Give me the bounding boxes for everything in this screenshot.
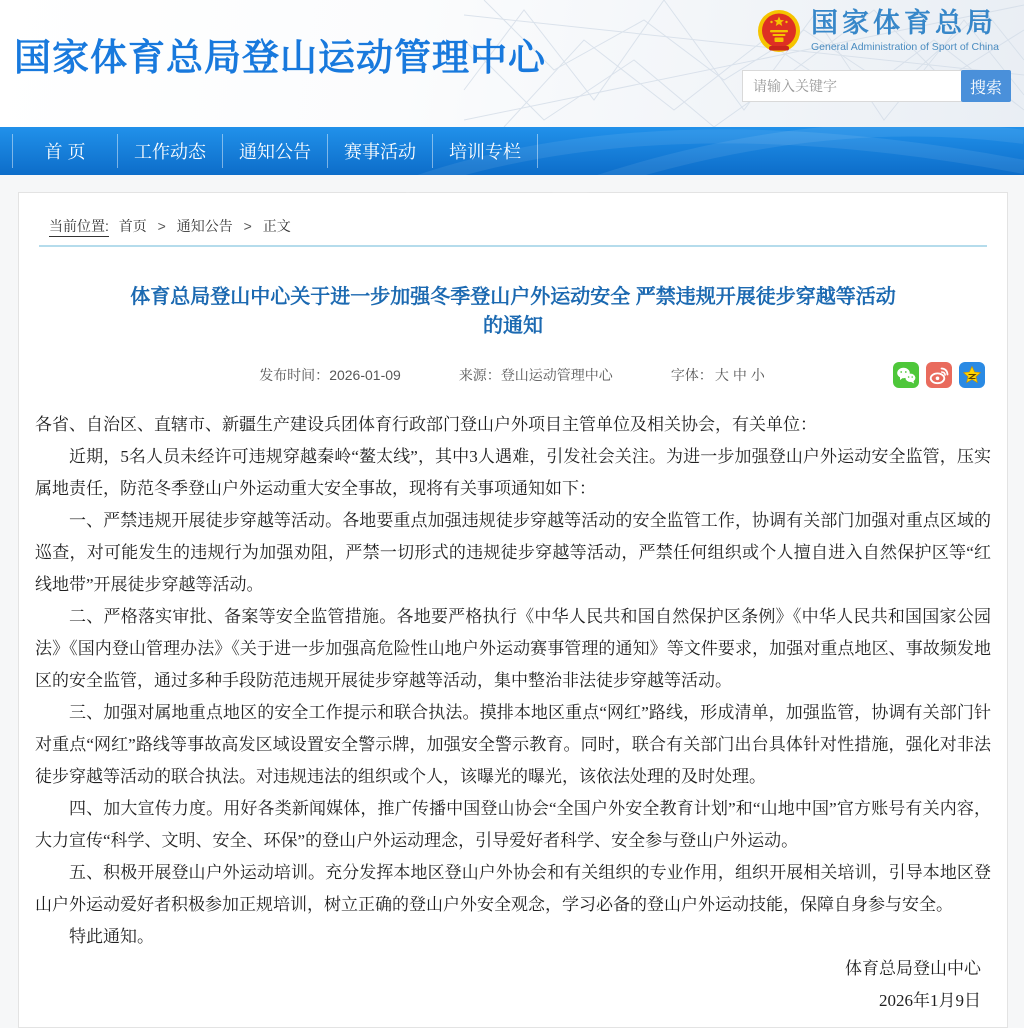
- article: [19, 283, 1007, 1027]
- breadcrumb-label: 当前位置:: [49, 218, 109, 237]
- article-signoff: [35, 953, 991, 1017]
- breadcrumb: [19, 193, 1007, 245]
- logo-text: [811, 9, 999, 53]
- nav-separator: [537, 134, 538, 168]
- paragraph: 四、加大宣传力度。用好各类新闻媒体，推广传播中国登山协会“全国户外安全教育计划”和“山地中国”官方账号有关内容，大力宣传“科学、文明、安全、环保”的登山户外运动理念，引导爱好者科学、安全参与登山户外运动。: [35, 799, 991, 850]
- font-size-large-button[interactable]: 大: [714, 367, 729, 383]
- article-source: [459, 365, 613, 385]
- logo-title-en: General Administration of Sport of China: [811, 40, 999, 53]
- paragraph: 三、加强对属地重点地区的安全工作提示和联合执法。摸排本地区重点“网红”路线，形成清单，加强监管，协调有关部门针对重点“网红”路线等事故高发区域设置安全警示牌，加强安全警示教育。同时，联合有关部门出台具体针对性措施，强化对非法徒步穿越等活动的联合执法。对违规违法的组织或个人，该曝光的曝光，该依法处理的及时处理。: [35, 703, 991, 786]
- font-size-label: 字体：: [670, 367, 713, 383]
- paragraph: 近期，5名人员未经许可违规穿越秦岭“鳌太线”，其中3人遇难，引发社会关注。为进一步加强登山户外运动安全监管，压实属地责任，防范冬季登山户外运动重大安全事故，现将有关事项通知如下：: [35, 447, 991, 498]
- source-value: 登山运动管理中心: [500, 367, 613, 383]
- nav-item-work-news[interactable]: 工作动态: [134, 142, 206, 162]
- site-header: [0, 0, 1024, 127]
- signoff-date: 2026年1月9日: [879, 991, 981, 1010]
- article-meta: [35, 361, 991, 389]
- source-label: 来源：: [458, 367, 501, 383]
- search-button[interactable]: 搜索: [961, 70, 1011, 102]
- publish-time: [259, 365, 401, 385]
- qzone-favorite-share-icon[interactable]: [959, 362, 985, 388]
- publish-time-value: 2026-01-09: [329, 367, 401, 383]
- site-title: 国家体育总局登山运动管理中心: [14, 37, 546, 78]
- nav-item-training[interactable]: 培训专栏: [449, 142, 521, 162]
- breadcrumb-notices-link[interactable]: 通知公告: [176, 218, 233, 234]
- weibo-share-icon[interactable]: [926, 362, 952, 388]
- content-panel: [18, 192, 1008, 1028]
- paragraph: 特此通知。: [69, 927, 154, 946]
- font-size-switcher: [671, 365, 767, 385]
- search-bar: [742, 70, 1011, 102]
- sport-administration-logo: [756, 8, 999, 54]
- nav-item-home[interactable]: 首 页: [44, 142, 86, 162]
- wechat-share-icon[interactable]: [893, 362, 919, 388]
- breadcrumb-separator: >: [243, 218, 252, 234]
- nav-item-notices[interactable]: 通知公告: [239, 142, 311, 162]
- paragraph: 一、严禁违规开展徒步穿越等活动。各地要重点加强违规徒步穿越等活动的安全监管工作，协调有关部门加强对重点区域的巡查，对可能发生的违规行为加强劝阻，严禁一切形式的违规徒步穿越等活动，严禁任何组织或个人擅自进入自然保护区等“红线地带”开展徒步穿越等活动。: [35, 511, 991, 594]
- breadcrumb-separator: >: [157, 218, 166, 234]
- logo-title-cn: 国家体育总局: [811, 8, 997, 39]
- search-input[interactable]: [742, 70, 962, 102]
- paragraph: 各省、自治区、直辖市、新疆生产建设兵团体育行政部门登山户外项目主管单位及相关协会，有关单位：: [35, 415, 817, 434]
- article-body: [35, 409, 991, 953]
- font-size-medium-button[interactable]: 中: [732, 367, 747, 383]
- breadcrumb-current-page: 正文: [262, 218, 291, 234]
- signoff-organization: 体育总局登山中心: [845, 959, 981, 978]
- paragraph: 二、严格落实审批、备案等安全监管措施。各地要严格执行《中华人民共和国自然保护区条例》《中华人民共和国国家公园法》《国内登山管理办法》《关于进一步加强高危险性山地户外运动赛事管理的通知》等文件要求，加强对重点地区、事故频发地区的安全监管，通过多种手段防范违规开展徒步穿越等活动，集中整治非法徒步穿越等活动。: [35, 607, 991, 690]
- article-title: 体育总局登山中心关于进一步加强冬季登山户外运动安全 严禁违规开展徒步穿越等活动的通知: [130, 286, 896, 337]
- paragraph: 五、积极开展登山户外运动培训。充分发挥本地区登山户外协会和有关组织的专业作用，组织开展相关培训，引导本地区登山户外运动爱好者积极参加正规培训，树立正确的登山户外安全观念，学习必备的登山户外运动技能，保障自身参与安全。: [35, 863, 991, 914]
- font-size-small-button[interactable]: 小: [750, 367, 765, 383]
- main-navigation: [0, 127, 1024, 175]
- share-buttons: [893, 362, 985, 388]
- breadcrumb-divider: [39, 245, 987, 247]
- nav-item-events[interactable]: 赛事活动: [344, 142, 416, 162]
- breadcrumb-home-link[interactable]: 首页: [118, 218, 147, 234]
- publish-time-label: 发布时间：: [259, 367, 330, 383]
- national-emblem-icon: [756, 8, 802, 54]
